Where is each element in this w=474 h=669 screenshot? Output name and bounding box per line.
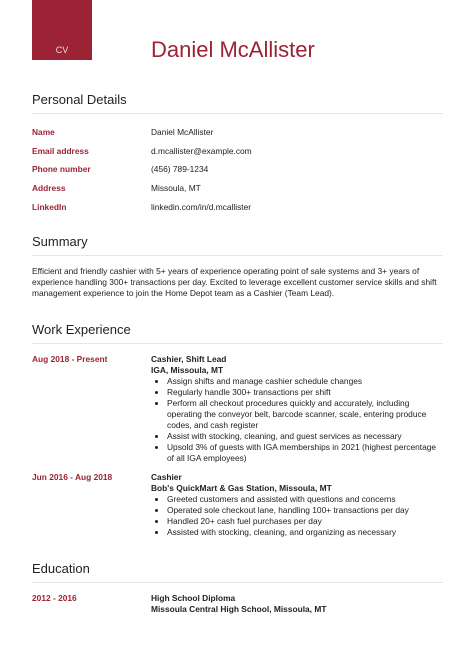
detail-label: Email address [32, 145, 89, 156]
list-item: • Assign shifts and manage cashier schedule changes [167, 376, 443, 387]
detail-label: Phone number [32, 164, 91, 175]
education-school: Missoula Central High School, Missoula, MT [151, 604, 327, 614]
education-entry [32, 593, 443, 615]
work-experience-heading: Work Experience [32, 323, 443, 344]
education-degree: High School Diploma [151, 593, 236, 603]
summary-section [32, 235, 443, 299]
list-item: • Perform all checkout procedures quickly and accurately, including operating the conveyor belt, barcode scanner, scale, entering produce codes, and cash register [167, 398, 443, 431]
detail-row-name [32, 126, 443, 145]
job-role: Cashier [151, 472, 182, 482]
detail-row-address [32, 182, 443, 201]
job-entry [32, 472, 443, 538]
detail-row-linkedin [32, 201, 443, 220]
detail-value: d.mcallister@example.com [151, 145, 252, 156]
detail-label: Address [32, 183, 66, 194]
job-dates: Aug 2018 - Present [32, 354, 108, 364]
list-item: • Assist with stocking, cleaning, and guest services as necessary [167, 431, 443, 442]
list-item: • Greeted customers and assisted with questions and concerns [167, 494, 443, 505]
job-body [151, 354, 443, 464]
detail-value: Missoula, MT [151, 183, 201, 194]
summary-text: Efficient and friendly cashier with 5+ years of experience operating point of sale systems and 3+ years of experience handling 300+ transactions per day. Excited to leverage excellent customer service skills and shift management experience to join the Home Depot team as a Cashier (Team Lead). [32, 266, 437, 298]
education-dates: 2012 - 2016 [32, 593, 77, 603]
personal-details-section [32, 93, 443, 219]
resume-name-title: Daniel McAllister [151, 37, 315, 62]
list-item: • Upsold 3% of guests with IGA memberships in 2021 (highest percentage of all IGA employees) [167, 442, 443, 464]
list-item: • Handled 20+ cash fuel purchases per day [167, 516, 443, 527]
cv-badge-label: CV [55, 45, 69, 55]
job-bullets [151, 494, 443, 538]
list-item: • Operated sole checkout lane, handling 100+ transactions per day [167, 505, 443, 516]
personal-details-heading: Personal Details [32, 93, 443, 114]
job-organization: IGA, Missoula, MT [151, 365, 224, 375]
detail-value: (456) 789-1234 [151, 164, 209, 175]
detail-value: Daniel McAllister [151, 127, 214, 137]
list-item: • Assisted with stocking, cleaning, and organizing as necessary [167, 527, 443, 538]
cv-badge [32, 0, 92, 60]
job-bullets [151, 376, 443, 464]
education-section [32, 562, 443, 615]
detail-label: Name [32, 127, 55, 137]
job-organization: Bob's QuickMart & Gas Station, Missoula, MT [151, 483, 332, 493]
job-dates: Jun 2016 - Aug 2018 [32, 472, 113, 482]
summary-heading: Summary [32, 235, 443, 256]
detail-row-email [32, 145, 443, 164]
detail-value: linkedin.com/in/d.mcallister [151, 201, 252, 212]
personal-details-list [32, 126, 443, 219]
detail-row-phone [32, 163, 443, 182]
education-body [151, 593, 443, 615]
job-entry [32, 354, 443, 464]
job-body [151, 472, 443, 538]
education-heading: Education [32, 562, 443, 583]
detail-label: LinkedIn [32, 201, 67, 212]
work-experience-section [32, 323, 443, 538]
job-role: Cashier, Shift Lead [151, 354, 227, 364]
list-item: • Regularly handle 300+ transactions per shift [167, 387, 443, 398]
